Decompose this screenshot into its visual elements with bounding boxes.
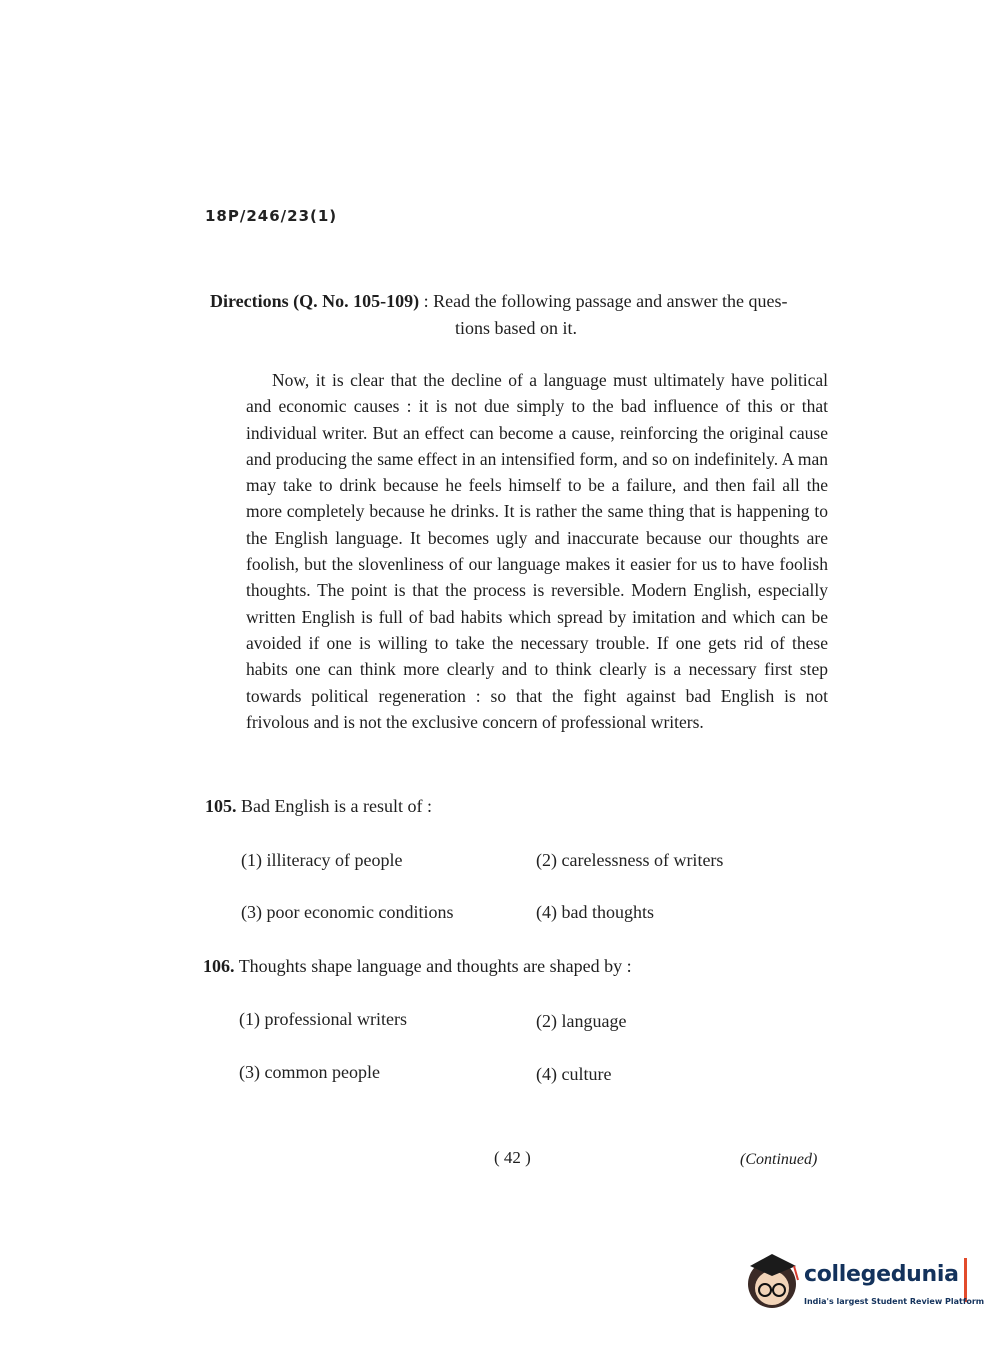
option-105-1: (1) illiteracy of people [241, 850, 403, 870]
option-106-3: (3) common people [239, 1062, 380, 1082]
option-105-2: (2) carelessness of writers [536, 850, 724, 870]
directions-text: : Read the following passage and answer the ques- [419, 291, 788, 311]
continued-note: (Continued) [740, 1151, 818, 1168]
question-105 [205, 796, 432, 817]
paper-code: 18P/246/23(1) [205, 207, 338, 225]
page-number: ( 42 ) [494, 1148, 531, 1167]
directions-text-continued: tions based on it. [455, 318, 577, 338]
directions-label: Directions (Q. No. 105-109) [210, 291, 420, 311]
option-106-4: (4) culture [536, 1064, 612, 1084]
question-number: 105. [205, 796, 237, 816]
question-text: Thoughts shape language and thoughts are shaped by : [238, 956, 632, 976]
option-106-2: (2) language [536, 1011, 627, 1031]
question-number: 106. [203, 956, 235, 976]
question-text: Bad English is a result of : [241, 796, 432, 816]
logo-tagline: India's largest Student Review Platform [804, 1297, 985, 1306]
option-106-1: (1) professional writers [239, 1009, 407, 1029]
reading-passage: Now, it is clear that the decline of a language must ultimately have political and economic causes : it is not due simply to the bad influence of this or that individual writer. But an effect can become a cause, reinforcing the original cause and producing the same effect in an intensified form, and so on indefinitely. A man may take to drink because he feels himself to be a failure, and then fail all the more completely because he drinks. It is rather the same thing that is happening to the English language. It becomes ugly and inaccurate because our thoughts are foolish, but the slovenliness of our language makes it easier for us to have foolish thoughts. The point is that the process is reversible. Modern English, especially written English is full of bad habits which spread by imitation and which can be avoided if one is willing to take the necessary trouble. If one gets rid of these habits one can think more clearly and to think clearly is a necessary first step towards political regeneration : so that the fight against bad English is not frivolous and is not the exclusive concern of professional writers. [246, 370, 828, 732]
question-106 [203, 956, 632, 977]
logo-text: collegedunia [804, 1262, 959, 1287]
option-105-3: (3) poor economic conditions [241, 902, 454, 922]
directions [210, 288, 835, 342]
option-105-4: (4) bad thoughts [536, 902, 654, 922]
